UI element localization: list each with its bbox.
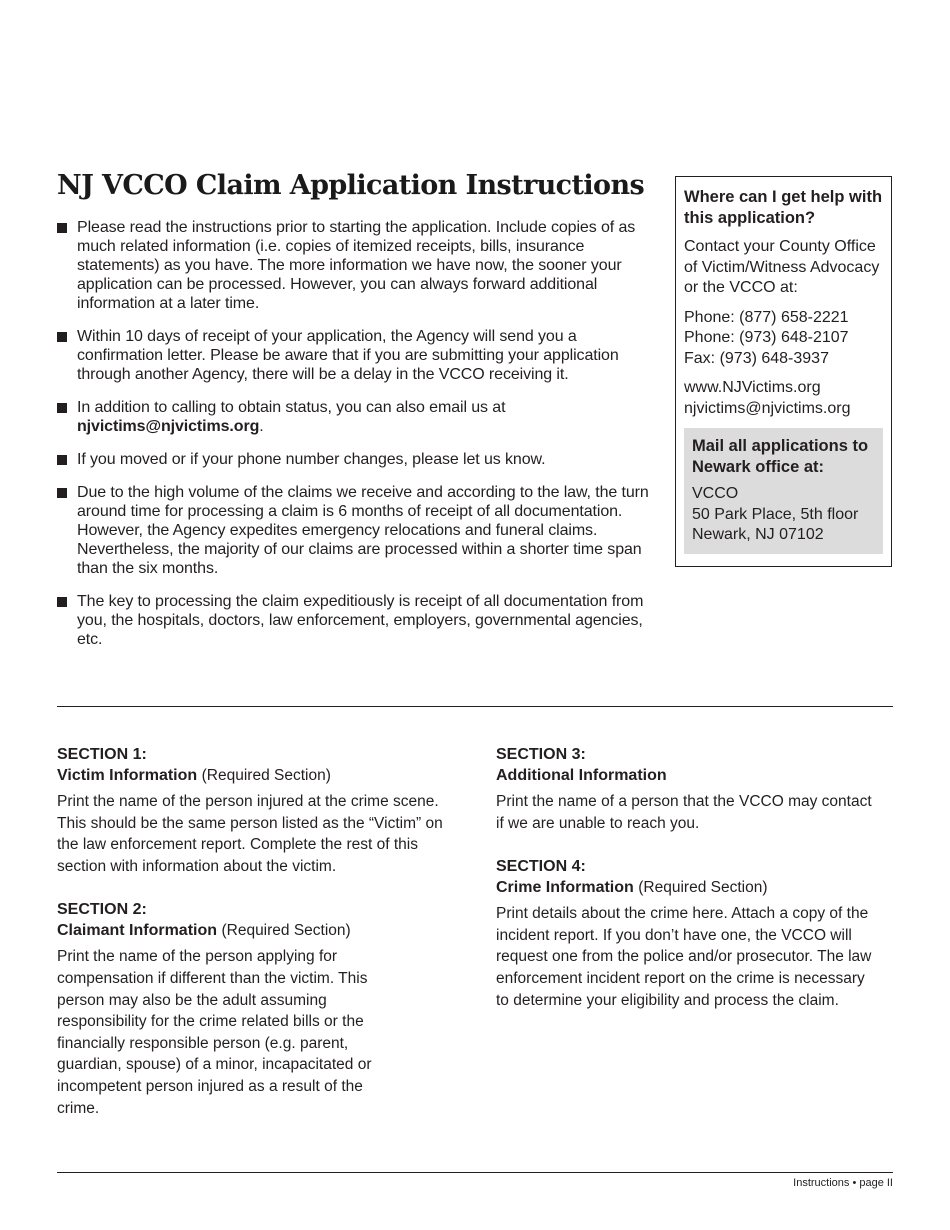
list-item <box>57 592 657 649</box>
bullet-square-icon <box>57 597 67 607</box>
list-item-text: In addition to calling to obtain status, you can also email us at <box>77 399 506 416</box>
email-link[interactable]: njvictims@njvictims.org <box>77 418 260 435</box>
help-phones <box>684 308 883 370</box>
bullet-square-icon <box>57 403 67 413</box>
help-contact: Contact your County Office of Victim/Witness Advocacy or the VCCO at: <box>684 238 880 296</box>
list-item <box>57 327 657 384</box>
phone-2: Phone: (973) 648-2107 <box>684 329 849 346</box>
address-city: Newark, NJ 07102 <box>692 526 824 543</box>
section-title <box>57 920 457 942</box>
instructions-list <box>57 218 657 663</box>
section-1 <box>57 744 457 877</box>
section-text: Print the name of the person applying for compensation if different than the victim. This person may also be the adult assuming responsibility for the crime related bills or the financially responsible person (e.g. parent, guardian, spouse) of a minor, incapacitated or incompetent person injured as a result of the crime. <box>57 948 372 1117</box>
list-item <box>57 218 657 313</box>
page-footer: Instructions • page II <box>793 1177 893 1189</box>
section-2 <box>57 899 457 1119</box>
section-name: Additional Information <box>496 767 667 784</box>
list-item-text: The key to processing the claim expeditiously is receipt of all documentation from you, the hospitals, doctors, law enforcement, employers, governmental agencies, etc. <box>77 593 644 648</box>
help-web <box>684 378 883 419</box>
list-item <box>57 483 657 578</box>
website-link[interactable]: www.NJVictims.org <box>684 379 821 396</box>
right-column <box>496 744 881 1033</box>
section-note: (Required Section) <box>638 879 768 897</box>
section-name: Crime Information <box>496 879 634 897</box>
mail-heading: Mail all applications to Newark office at: <box>692 437 869 476</box>
phone-1: Phone: (877) 658-2221 <box>684 308 849 326</box>
list-item-text: Due to the high volume of the claims we receive and according to the law, the turn around time for processing a claim is 6 months of receipt of all documentation. However, the Agency expedites emergency relocations and funeral claims. Nevertheless, the majority of our claims are processed within a shorter time span than the six months. <box>77 484 649 577</box>
section-number: SECTION 4: <box>496 858 586 876</box>
list-item-text: Within 10 days of receipt of your application, the Agency will send you a confirmation letter. Please be aware that if you are submitting your application through another Agency, there will be a delay in the VCCO receiving it. <box>77 328 619 383</box>
left-column <box>57 744 457 1141</box>
section-name: Victim Information <box>57 767 198 784</box>
list-item <box>57 398 657 436</box>
section-text: Print the name of a person that the VCCO may contact if we are unable to reach you. <box>496 793 872 832</box>
list-item-text: . <box>259 418 264 435</box>
section-name: Claimant Information <box>57 922 218 940</box>
help-heading: Where can I get help with this application? <box>684 188 883 227</box>
divider <box>57 706 893 707</box>
help-box <box>675 176 892 567</box>
section-note: (Required Section) <box>221 922 351 940</box>
email-link[interactable]: njvictims@njvictims.org <box>684 399 851 417</box>
bullet-square-icon <box>57 488 67 498</box>
section-number: SECTION 3: <box>496 746 586 763</box>
section-4 <box>496 856 881 1011</box>
bullet-square-icon <box>57 332 67 342</box>
bullet-square-icon <box>57 455 67 465</box>
section-text: Print the name of the person injured at the crime scene. This should be the same person listed as the “Victim” on the law enforcement report. Complete the rest of this section with information about the victim. <box>57 793 443 875</box>
section-title <box>496 877 881 899</box>
section-note: (Required Section) <box>201 767 331 784</box>
list-item-text: Please read the instructions prior to starting the application. Include copies of as much related information (i.e. copies of itemized receipts, bills, insurance statements) as you have. The more information we have now, the sooner your application can be processed. However, you can always forward additional information at a later time. <box>77 219 636 312</box>
section-3 <box>496 744 881 834</box>
mail-address <box>692 484 875 546</box>
list-item-text: If you moved or if your phone number changes, please let us know. <box>77 451 546 468</box>
section-title <box>57 765 457 787</box>
section-text: Print details about the crime here. Attach a copy of the incident report. If you don’t have one, the VCCO will request one from the police and/or prosecutor. The law enforcement incident report on the crime is necessary to determine your eligibility and process the claim. <box>496 905 872 1009</box>
list-item <box>57 450 657 469</box>
address-name: VCCO <box>692 485 739 502</box>
fax: Fax: (973) 648-3937 <box>684 349 829 367</box>
section-title <box>496 765 881 787</box>
page-title: NJ VCCO Claim Application Instructions <box>57 170 645 201</box>
mail-box <box>684 428 883 554</box>
section-number: SECTION 2: <box>57 901 147 919</box>
footer-divider <box>57 1172 893 1173</box>
bullet-square-icon <box>57 223 67 233</box>
section-number: SECTION 1: <box>57 746 147 763</box>
address-street: 50 Park Place, 5th floor <box>692 505 859 523</box>
